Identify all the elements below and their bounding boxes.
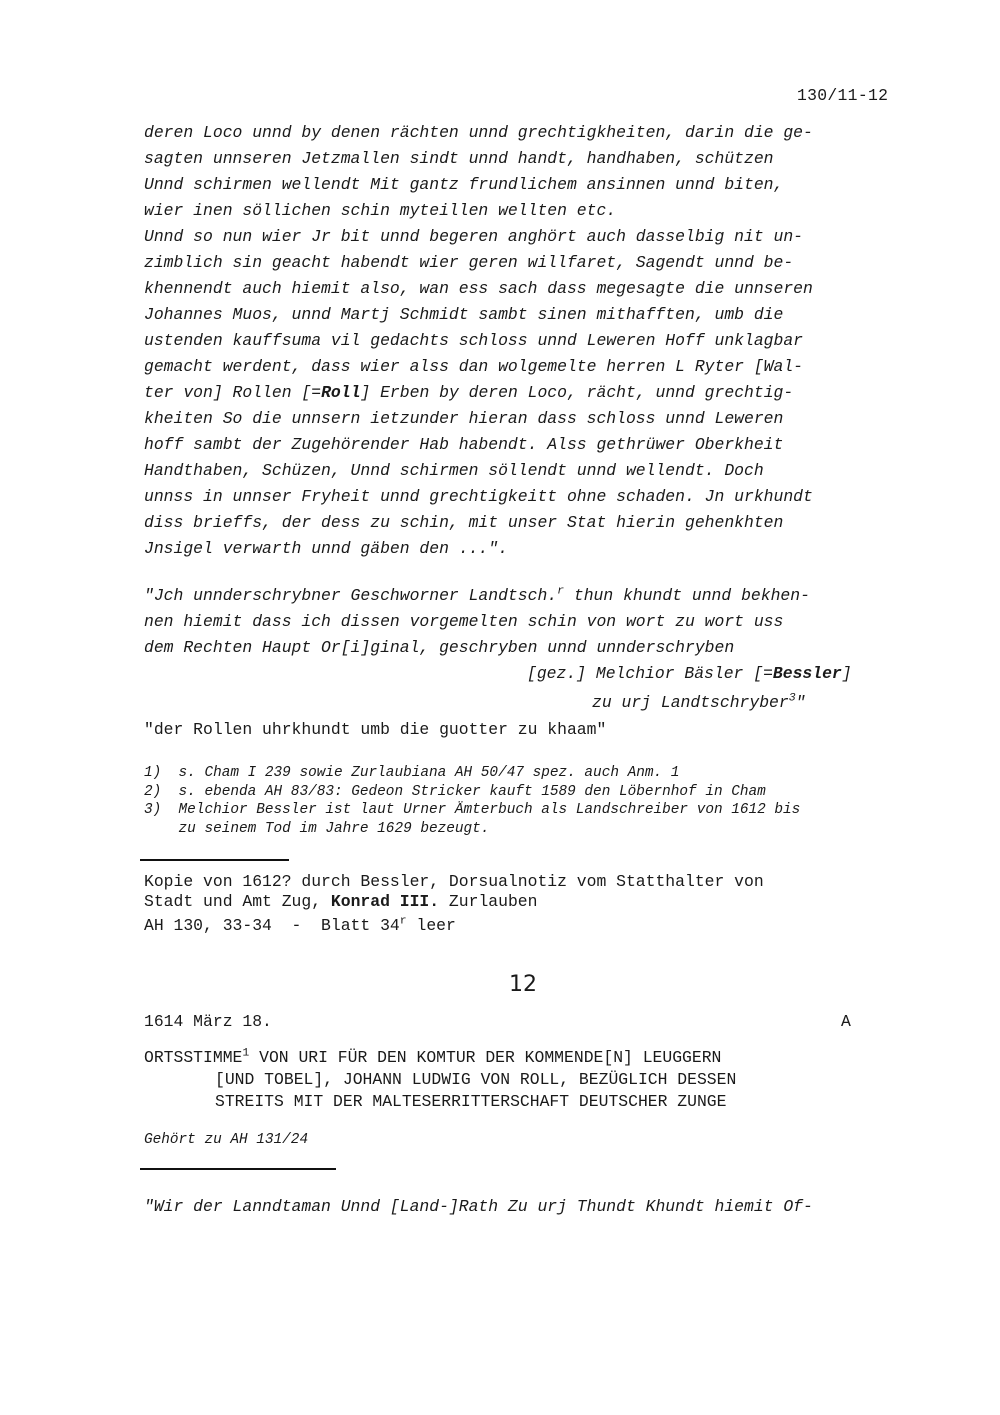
body-line: diss brieffs, der dess zu schin, mit unser Stat hierin gehenkhten bbox=[144, 513, 784, 532]
footnote: 2) s. ebenda AH 83/83: Gedeon Stricker kauft 1589 den Löbernhof in Cham bbox=[144, 783, 766, 800]
body-line-with-bold bbox=[144, 383, 793, 402]
copy-note bbox=[144, 872, 924, 942]
text-segment: [gez.] Melchior Bäsler [= bbox=[527, 664, 773, 683]
text-segment: ORTSSTIMME bbox=[144, 1048, 243, 1067]
footnote: 3) Melchior Bessler ist laut Urner Ämterbuch als Landschreiber von 1612 bis bbox=[144, 802, 801, 818]
body-line: Unnd schirmen wellendt Mit gantz frundlichem ansinnen unnd biten, bbox=[144, 175, 784, 194]
title-line: STREITS MIT DER MALTESERRITTERSCHAFT DEUTSCHER ZUNGE bbox=[215, 1092, 727, 1111]
superscript: r bbox=[557, 584, 565, 598]
text-segment: thun khundt unnd bekhen- bbox=[564, 586, 810, 605]
text-segment: zu urj Landtschryber bbox=[592, 693, 789, 712]
text-segment: ] bbox=[841, 664, 852, 683]
archive-reference bbox=[144, 916, 456, 935]
copy-note-line bbox=[144, 892, 537, 911]
belongs-to-note: Gehört zu AH 131/24 bbox=[144, 1132, 309, 1148]
title-line: [UND TOBEL], JOHANN LUDWIG VON ROLL, BEZÜGLICH DESSEN bbox=[215, 1070, 737, 1089]
attestation-line: nen hiemit dass ich dissen vorgemelten schin von wort zu wort uss bbox=[144, 612, 784, 631]
attestation-line: dem Rechten Haupt Or[i]ginal, geschryben unnd unnderschryben bbox=[144, 638, 735, 657]
footnotes bbox=[144, 765, 924, 840]
body-line: kheiten So die unnsern ietzunder hieran dass schloss unnd Leweren bbox=[144, 409, 784, 428]
text-segment: VON URI FÜR DEN KOMTUR DER KOMMENDE[N] LEUGGERN bbox=[249, 1048, 722, 1067]
copy-note-line: Kopie von 1612? durch Bessler, Dorsualnotiz vom Statthalter von bbox=[144, 872, 764, 891]
body-line: gemacht werdent, dass wier alss dan wolgemelte herren L Ryter [Wal- bbox=[144, 357, 804, 376]
body-line: hoff sambt der Zugehörender Hab habendt. Alss gethrüwer Oberkheit bbox=[144, 435, 784, 454]
body-line: ustenden kauffsuma vil gedachts schloss unnd Leweren Hoff unklagbar bbox=[144, 331, 804, 350]
document-body bbox=[144, 123, 924, 563]
document-number: 12 bbox=[509, 972, 537, 997]
text-segment: ter von] Rollen [= bbox=[144, 383, 322, 402]
text-segment: Zurlauben bbox=[439, 892, 538, 911]
footnote: 1) s. Cham I 239 sowie Zurlaubiana AH 50/47 spez. auch Anm. 1 bbox=[144, 765, 680, 781]
document-date: 1614 März 18. bbox=[144, 1012, 272, 1031]
title-line bbox=[144, 1048, 721, 1067]
body-line: unnss in unnser Fryheit unnd grechtigkeitt ohne schaden. Jn urkhundt bbox=[144, 487, 813, 506]
signature-line bbox=[527, 664, 852, 683]
attestation-line bbox=[144, 586, 810, 605]
bold-name-konrad: Konrad III. bbox=[330, 892, 440, 911]
text-segment: Stadt und Amt Zug, bbox=[144, 892, 331, 911]
footnote: zu seinem Tod im Jahre 1629 bezeugt. bbox=[144, 820, 490, 837]
text-segment: "Jch unnderschrybner Geschworner Landtsch. bbox=[144, 586, 558, 605]
body-line: zimblich sin geacht habendt wier geren willfaret, Sagendt unnd be- bbox=[144, 253, 794, 272]
body-line: deren Loco unnd by denen rächten unnd grechtigkheiten, darin die ge- bbox=[144, 123, 813, 142]
separator-rule bbox=[140, 859, 289, 861]
body-line: Unnd so nun wier Jr bit unnd begeren anghört auch dasselbig nit un- bbox=[144, 227, 804, 246]
text-segment: AH 130, 33-34 - Blatt 34 bbox=[144, 916, 400, 935]
bold-name-bessler: Bessler bbox=[772, 664, 842, 683]
body-line: Johannes Muos, unnd Martj Schmidt sambt sinen mithafften, umb die bbox=[144, 305, 784, 324]
document-opening: "Wir der Lanndtaman Unnd [Land-]Rath Zu urj Thundt Khundt hiemit Of- bbox=[144, 1197, 813, 1216]
text-segment: ] Erben by deren Loco, rächt, unnd grechtig- bbox=[360, 383, 794, 402]
superscript: r bbox=[399, 914, 407, 928]
page-reference: 130/11-12 bbox=[797, 86, 889, 105]
attestation bbox=[144, 586, 924, 736]
body-line: Handthaben, Schüzen, Unnd schirmen söllendt unnd wellendt. Doch bbox=[144, 461, 764, 480]
document-title bbox=[144, 1048, 924, 1118]
document-version: A bbox=[841, 1012, 851, 1031]
separator-rule bbox=[140, 1168, 336, 1170]
text-segment: " bbox=[795, 693, 806, 712]
body-line: Jnsigel verwarth unnd gäben den ...". bbox=[144, 539, 508, 558]
body-line: wier inen söllichen schin myteillen wellten etc. bbox=[144, 201, 617, 220]
footnote-marker: 3 bbox=[788, 691, 796, 705]
dorsal-title: "der Rollen uhrkhundt umb die guotter zu khaam" bbox=[144, 720, 607, 739]
body-line: khennendt auch hiemit also, wan ess sach dass megesagte die unnseren bbox=[144, 279, 813, 298]
body-line: sagten unnseren Jetzmallen sindt unnd handt, handhaben, schützen bbox=[144, 149, 774, 168]
bold-name-roll: Roll bbox=[321, 383, 361, 402]
footnote-marker: 1 bbox=[242, 1046, 250, 1060]
signature-role bbox=[592, 693, 805, 712]
text-segment: leer bbox=[406, 916, 456, 935]
